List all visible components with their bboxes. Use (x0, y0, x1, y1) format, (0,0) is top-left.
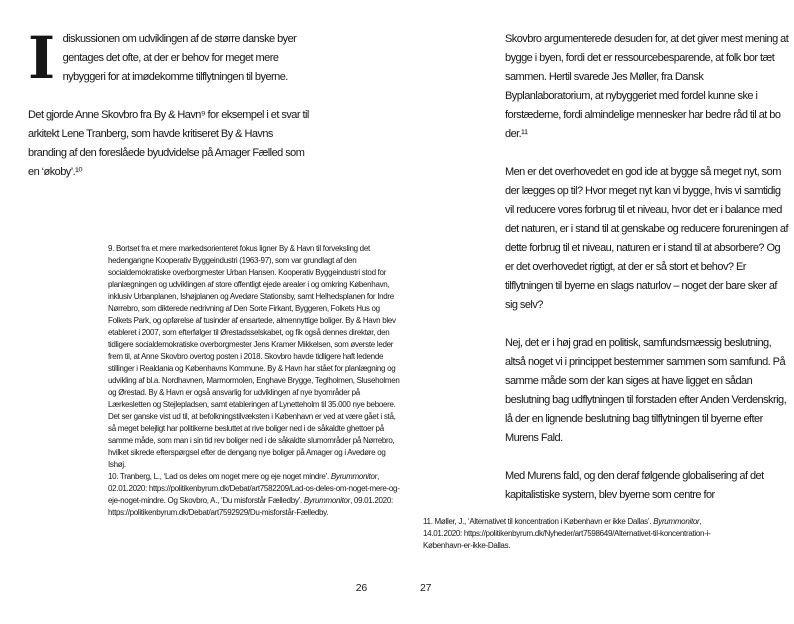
footnote-text: 11. Møller, J., ‘Alternativet til koncentration i København er ikke Dallas’. (423, 517, 654, 526)
paragraph: Med Murens fald, og den deraf følgende globalisering af det kapitalistiske system, blev byerne som centre for (505, 470, 764, 501)
footnote (108, 243, 400, 471)
footnote-source-title: Byrummonitor (330, 472, 378, 481)
footnote-source-title: Byrummonitor (303, 496, 351, 505)
paragraph: Idiskussionen om udviklingen af de større danske byer gentages det ofte, at der er behov for meget mere nybyggeri for at imødekomme tilflytningen til byerne. (28, 24, 297, 92)
paragraph: Det gjorde Anne Skovbro fra By & Havn⁹ for eksempel i et svar til arkitekt Lene Tranberg, som havde kritiseret By & Havns branding af den foreslåede byudvidelse på Amager Fælled som en ‘økoby’.¹⁰ (28, 109, 309, 178)
drop-cap: I (28, 24, 55, 92)
right-page-body (505, 30, 790, 505)
footnote-text: , 14.01.2020: https://politikenbyrum.dk/Nyheder/art7598649/Alternativet-til-koncentration-i-København-er-ikke-Dallas. (423, 517, 711, 550)
footnote-text: 9. Bortset fra et mere markedsorienteret fokus ligner By & Havn til forveksling det hedengangne Kooperativ Byggeindustri (1963-97), som var grundlagt af den socialdemokratiske overborgmester Urban Hansen. Kooperativ Byggeindustri stod for planlægningen og udviklingen af store offentligt ejede arealer i og omkring København, inklusiv Urbanplanen, Ishøjplanen og Avedøre Stationsby, samt Helhedsplanen for Indre Nørrebro, som dikterede nedrivning af Den Sorte Firkant, Byggeren, Folkets Hus og Folkets Park, og opførelse af tusinder af ensartede, almennyttige boliger. By & Havn blev etableret i 2007, som efterfølger til Ørestadsselskabet, og fik også dennes direktør, den tidligere socialdemokratiske overborgmester Jens Kramer Mikkelsen, som øverste leder frem til, at Anne Skovbro overtog posten i 2018. Skovbro havde tidligere haft ledende stillinger i Realdania og Københavns Kommune. By & Havn har stået for planlægning og udvikling af bl.a. Nordhavnen, Marmormolen, Enghave Brygge, Teglholmen, Sluseholmen og Ørestad. By & Havn er også ansvarlig for udviklingen af nye byområder på Lærkesletten og Stejlepladsen, samt etableringen af Lynetteholm til 35.000 nye beboere. Det ser ganske vist ud til, at befolkningstilvæksten i København er ved at være gået i stå, så meget belejligt har politikerne besluttet at rive boliger ned i de såkaldte ghettoer på samme måde, som man i sin tid rev boliger ned i de såkaldte slumområder på Nørrebro, hvilket sikrede efterspørgsel efter de dengang nye boliger på Amager og i Avedøre og Ishøj. (108, 244, 400, 469)
paragraph: Skovbro argumenterede desuden for, at det giver mest mening at bygge i byen, fordi det er ressourcebesparende, at folk bor tæt sammen. Hertil svarede Jes Møller, fra Dansk Byplanlaboratorium, at nybyggeriet med fordel kunne ske i forstæderne, fordi almindelige mennesker har bedre råd til at bo der.¹¹ (505, 33, 789, 140)
footnote-text: 10. Tranberg, L., ‘Lad os deles om noget mere og eje noget mindre’. (108, 472, 331, 481)
left-page-footnotes (108, 243, 400, 519)
paragraph: Men er det overhovedet en god ide at bygge så meget nyt, som der lægges op til? Hvor meget nyt kan vi bygge, hvis vi samtidig vil reducere vores forbrug til et niveau, hvor det er i balance med det naturen, er i stand til at genskabe og reducere forureningen af dette forbrug til et niveau, naturen er i stand til at absorbere? Og er det overhovedet rigtigt, at der er så stort et behov? Er tilflytningen til byerne en slags naturlov – noget der bare sker af sig selv? (505, 166, 788, 311)
footnote-text: , 02.01.2020: https://politikenbyrum.dk/Debat/art7582209/Lad-os-deles-om-noget-mere-og-eje-noget-mindre. Og Skovbro, A., ‘Du misforstår Fælledby’. (108, 472, 400, 505)
footnote (423, 516, 715, 552)
paragraph: Nej, det er i høj grad en politisk, samfundsmæssig beslutning, altså noget vi i princippet bestemmer sammen som samfund. På samme måde som der kan siges at have ligget en sådan beslutning bag udflytningen til forstaden efter Anden Verdenskrig, lå der en lignende beslutning bag tilflytningen til byerne efter Murens Fald. (505, 337, 787, 444)
footnote (108, 471, 400, 519)
footnote-source-title: Byrummonitor (653, 517, 700, 526)
left-page-body (28, 24, 313, 182)
page-number-right: 27 (420, 582, 432, 594)
right-page-footnotes (423, 516, 715, 552)
page-number-left: 26 (355, 582, 367, 594)
footnote-text: , 09.01.2020: https://politikenbyrum.dk/Debat/art7592929/Du-misforstår-Fælledby. (108, 496, 393, 517)
